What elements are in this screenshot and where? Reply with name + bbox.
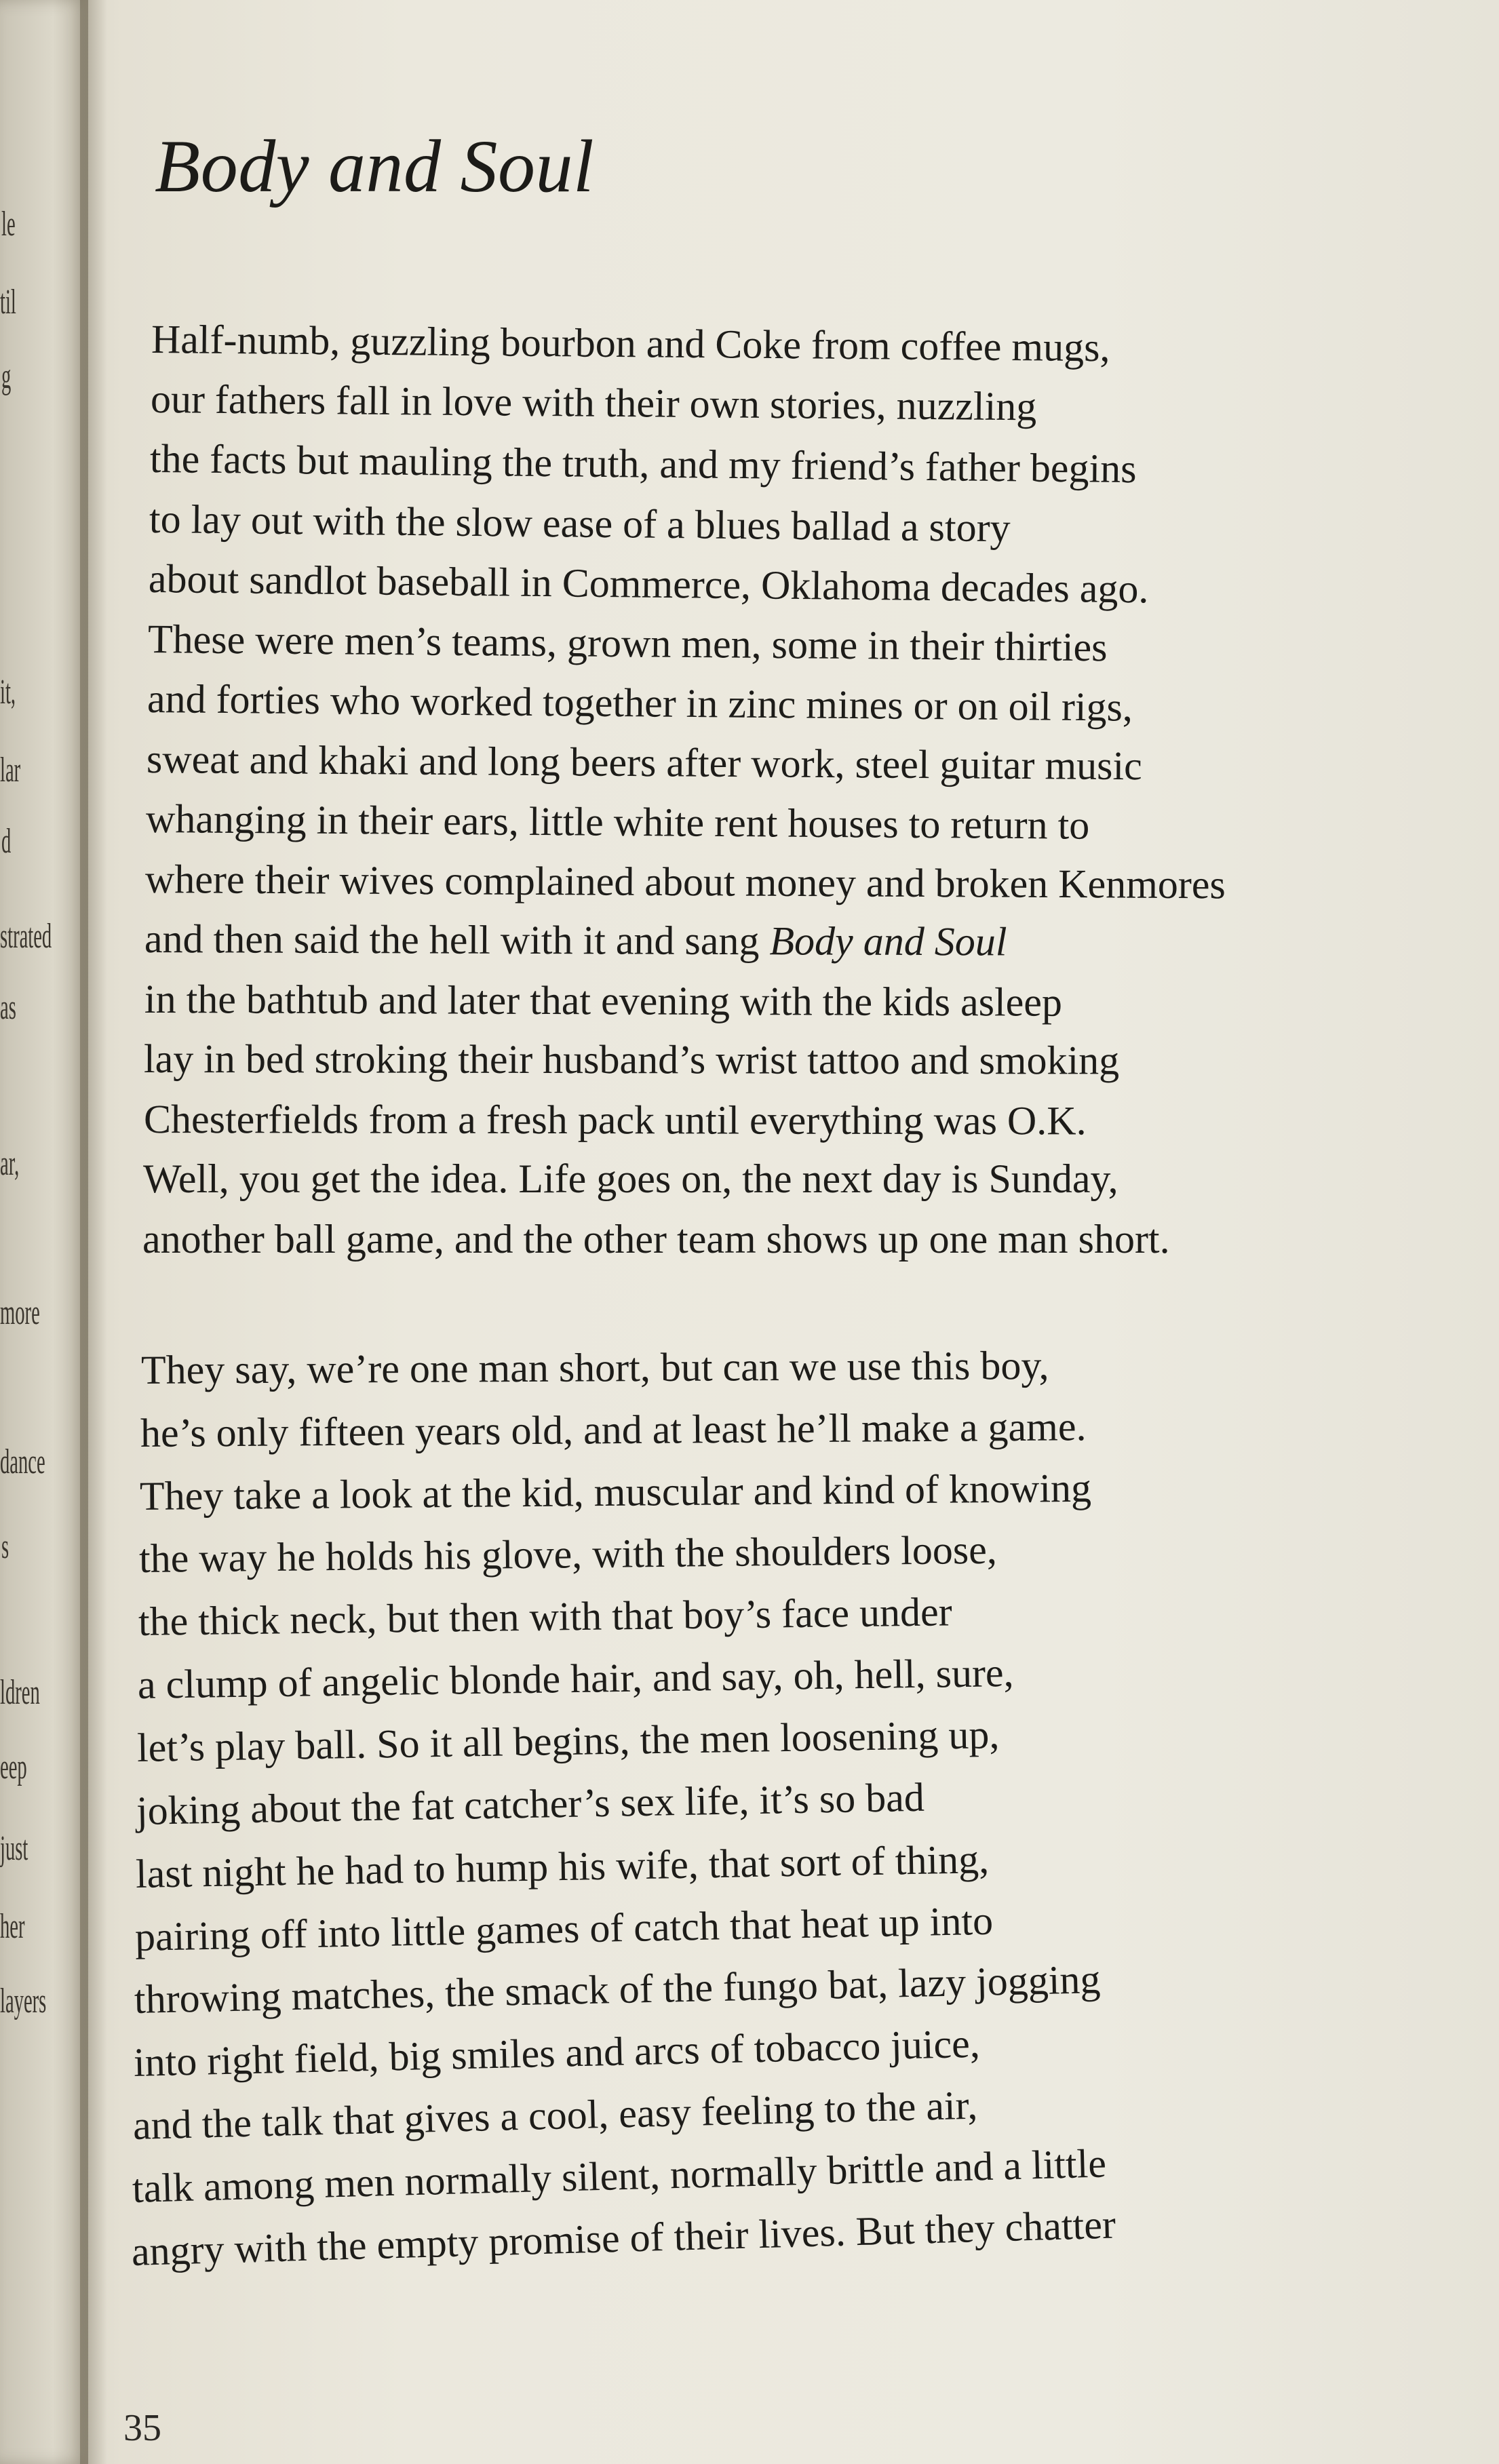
- previous-page-fragment: layers: [0, 1982, 47, 2020]
- previous-page-fragment: more: [0, 1293, 40, 1332]
- song-title-italic: Body and Soul: [769, 918, 1007, 964]
- previous-page-fragment: til: [0, 283, 16, 321]
- previous-page-fragment: ar,: [0, 1144, 20, 1183]
- previous-page-fragment: g: [1, 357, 12, 396]
- page-number: 35: [123, 2407, 161, 2449]
- poem-line: last night he had to hump his wife, that sort of thing,: [135, 1837, 990, 1896]
- poem-line: where their wives complained about money and broken Kenmores: [144, 857, 1226, 907]
- poem-line: our fathers fall in love with their own stories, nuzzling: [150, 376, 1037, 429]
- poem-line: [144, 918, 1007, 962]
- poem-line: and forties who worked together in zinc mines or on oil rigs,: [147, 676, 1133, 730]
- poem-line: he’s only fifteen years old, and at least he’ll make a game.: [140, 1404, 1087, 1455]
- previous-page-fragment: s: [1, 1527, 9, 1566]
- poem-line: the facts but mauling the truth, and my friend’s father begins: [149, 436, 1137, 492]
- poem-line: let’s play ball. So it all begins, the men loosening up,: [136, 1712, 1000, 1770]
- previous-page-fragment: just: [0, 1829, 28, 1868]
- poem-line-text: and then said the hell with it and sang: [144, 916, 770, 964]
- poem-line: pairing off into little games of catch that heat up into: [134, 1898, 994, 1959]
- previous-page-fragment: strated: [0, 917, 52, 956]
- book-page: [102, 0, 1499, 2464]
- poem-line: another ball game, and the other team shows up one man short.: [142, 1217, 1170, 1262]
- poem-line: talk among men normally silent, normally brittle and a little: [132, 2140, 1107, 2211]
- poem-line: lay in bed stroking their husband’s wrist tattoo and smoking: [143, 1036, 1120, 1083]
- poem-line: They take a look at the kid, muscular and kind of knowing: [139, 1465, 1092, 1519]
- previous-page-fragment: as: [0, 988, 16, 1027]
- poem-line: angry with the empty promise of their lives. But they chatter: [131, 2202, 1116, 2274]
- poem-title: Body and Soul: [155, 125, 595, 208]
- poem-line: to lay out with the slow ease of a blues ballad a story: [149, 496, 1011, 551]
- poem-line: Half-numb, guzzling bourbon and Coke from coffee mugs,: [151, 317, 1110, 370]
- poem-line: the thick neck, but then with that boy’s face under: [138, 1589, 952, 1644]
- previous-page-fragment: it,: [0, 673, 16, 711]
- poem-line: They say, we’re one man short, but can we use this boy,: [140, 1342, 1049, 1392]
- previous-page-fragment: dance: [0, 1443, 45, 1481]
- poem-line: in the bathtub and later that evening with the kids asleep: [144, 977, 1063, 1025]
- poem-line: about sandlot baseball in Commerce, Oklahoma decades ago.: [148, 556, 1149, 612]
- poem-line: These were men’s teams, grown men, some in their thirties: [147, 617, 1108, 670]
- previous-page-fragment: eep: [0, 1748, 27, 1786]
- previous-page-fragment: d: [1, 822, 12, 861]
- poem-line: and the talk that gives a cool, easy feeling to the air,: [132, 2082, 978, 2148]
- poem-line: whanging in their ears, little white rent houses to return to: [145, 796, 1090, 848]
- previous-page-fragment: lar: [0, 751, 21, 789]
- poem-line: into right field, big smiles and arcs of tobacco juice,: [133, 2020, 981, 2085]
- previous-page-fragment: her: [0, 1907, 25, 1946]
- poem-line: sweat and khaki and long beers after work, steel guitar music: [146, 737, 1143, 789]
- previous-page-fragment: ldren: [0, 1673, 40, 1712]
- previous-page-edge: [0, 0, 88, 2464]
- poem-line: Chesterfields from a fresh pack until everything was O.K.: [143, 1097, 1087, 1143]
- poem-line: throwing matches, the smack of the fungo bat, lazy jogging: [134, 1957, 1102, 2022]
- poem-line: joking about the fat catcher’s sex life, it’s so bad: [136, 1774, 925, 1833]
- poem-line: Well, you get the idea. Life goes on, the next day is Sunday,: [143, 1156, 1118, 1201]
- poem-line: the way he holds his glove, with the shoulders loose,: [138, 1527, 998, 1581]
- previous-page-fragment: le: [1, 205, 16, 243]
- poem-line: a clump of angelic blonde hair, and say, oh, hell, sure,: [137, 1649, 1014, 1707]
